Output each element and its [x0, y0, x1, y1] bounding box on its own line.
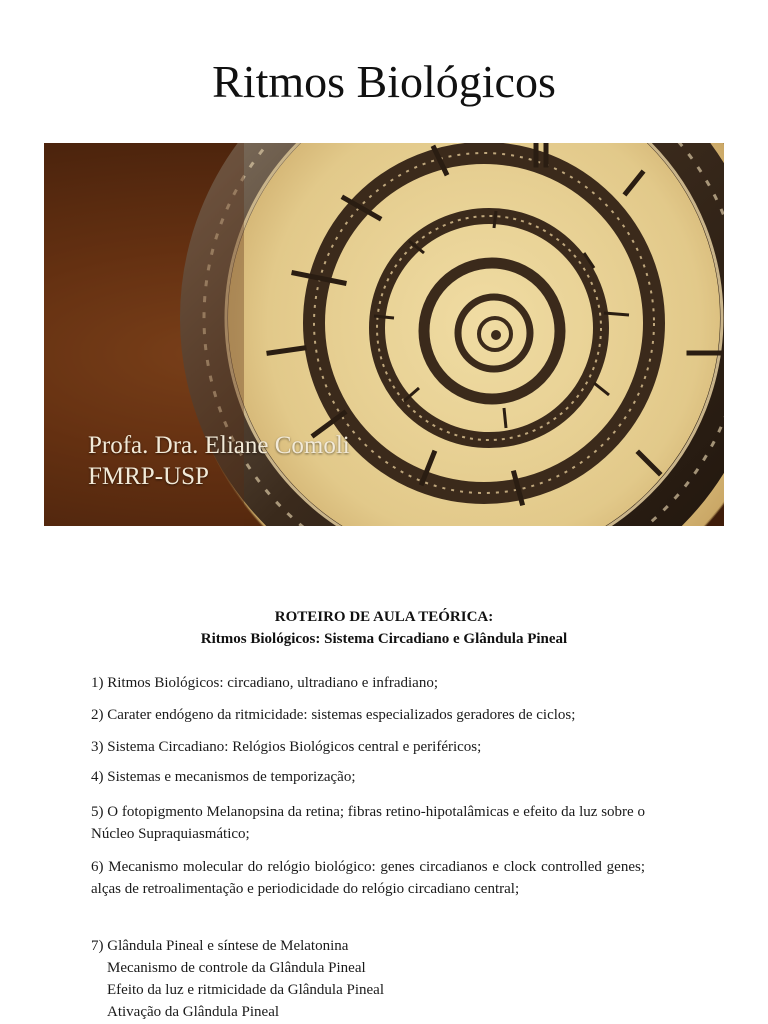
heading-line-1: ROTEIRO DE AULA TEÓRICA:	[274, 609, 494, 625]
sub-list-item: Efeito da luz e ritmicidade da Glândula Pineal	[107, 982, 384, 998]
section-heading	[0, 606, 768, 650]
list-item: 1) Ritmos Biológicos: circadiano, ultradiano e infradiano;	[91, 675, 438, 691]
cover-image	[44, 143, 724, 526]
list-item: 4) Sistemas e mecanismos de temporização;	[91, 769, 356, 785]
author-name: Profa. Dra. Eliane Comoli	[88, 432, 350, 459]
list-item: 5) O fotopigmento Melanopsina da retina; fibras retino-hipotalâmicas e efeito da luz sobre o Núcleo Supraquiasmático;	[91, 804, 645, 842]
page-title: Ritmos Biológicos	[212, 56, 556, 107]
list-item: 7) Glândula Pineal e síntese de Melatonina	[91, 938, 349, 954]
heading-line-2: Ritmos Biológicos: Sistema Circadiano e Glândula Pineal	[200, 631, 568, 647]
author-institution: FMRP-USP	[88, 463, 209, 490]
list-item: 6) Mecanismo molecular do relógio biológico: genes circadianos e clock controlled genes; alças de retroalimentação e periodicidade do relógio circadiano central;	[91, 859, 645, 897]
banner-caption	[88, 430, 350, 492]
list-item: 3) Sistema Circadiano: Relógios Biológicos central e periféricos;	[91, 739, 482, 755]
list-item: 2) Carater endógeno da ritmicidade: sistemas especializados geradores de ciclos;	[91, 707, 576, 723]
sub-list-item: Mecanismo de controle da Glândula Pineal	[107, 960, 366, 976]
sub-list-item: Ativação da Glândula Pineal	[107, 1004, 280, 1020]
